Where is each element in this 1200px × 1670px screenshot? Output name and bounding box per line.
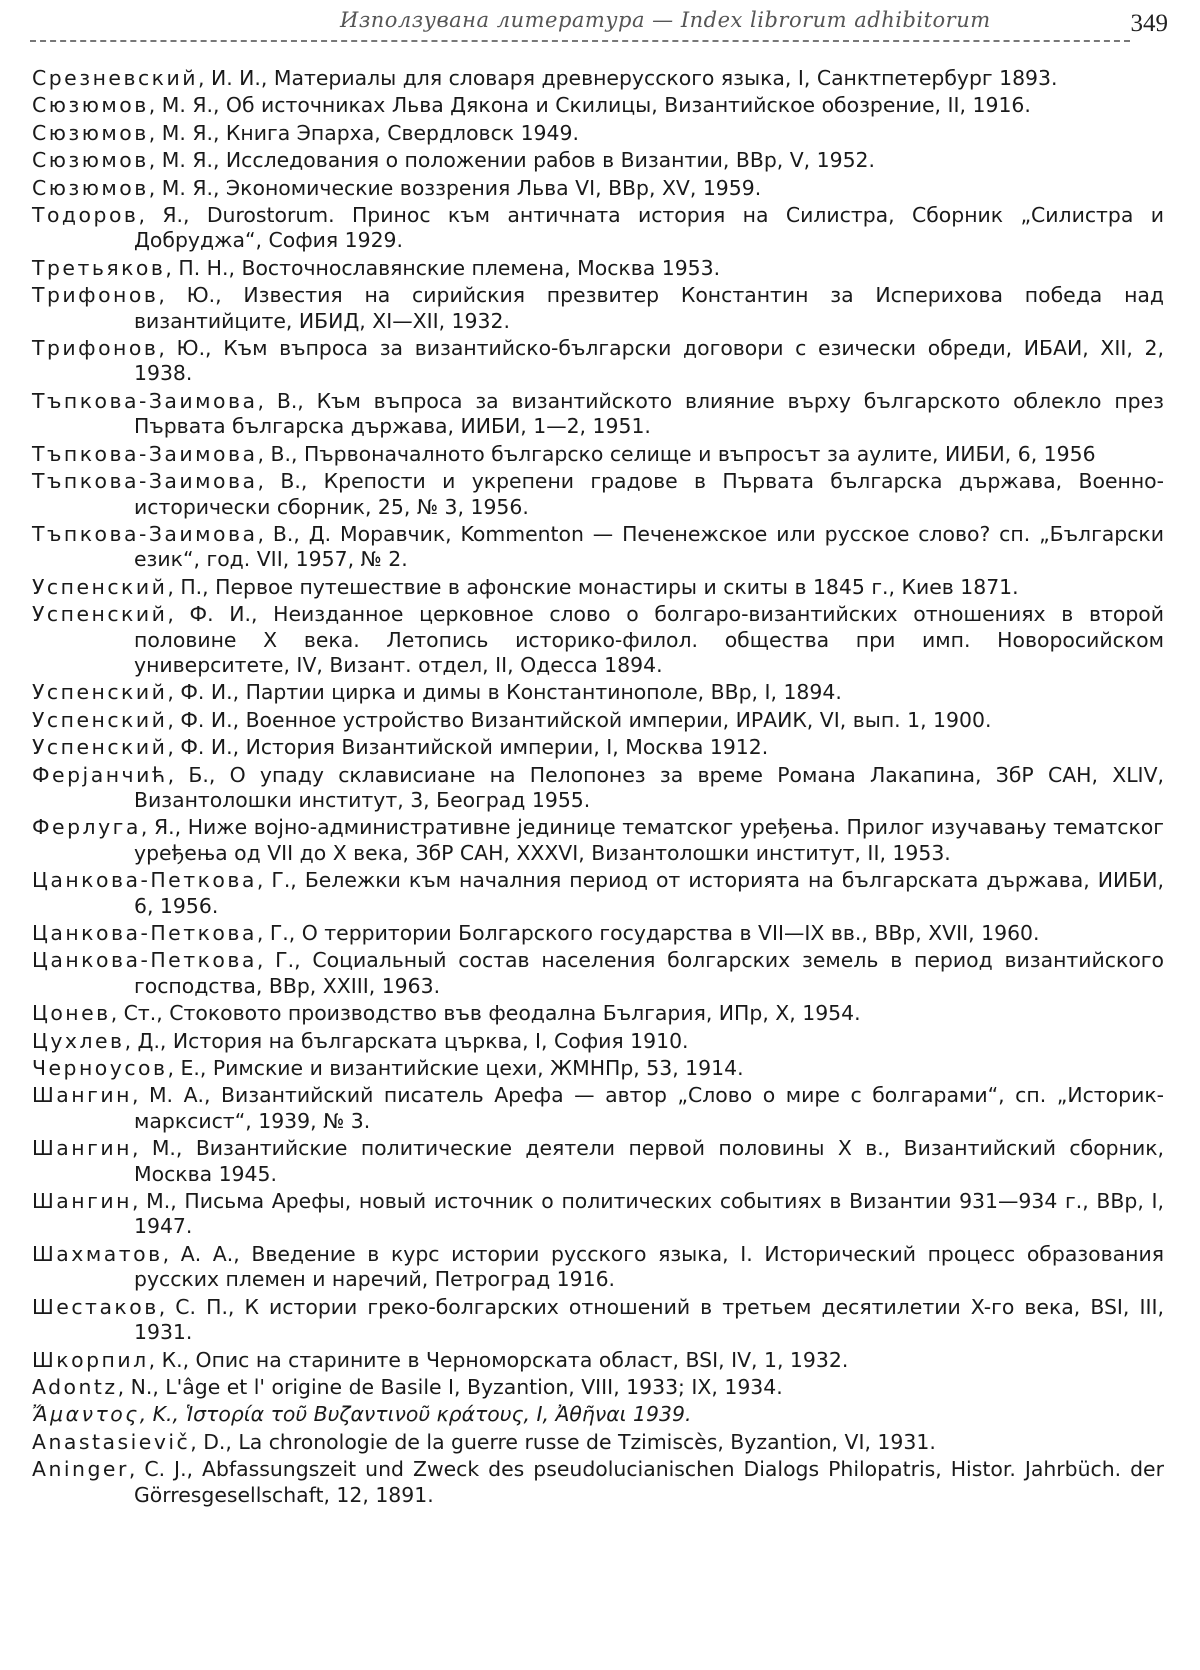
entry-author: Срезневский — [32, 66, 198, 90]
bibliography-entry — [32, 1295, 1164, 1346]
entry-author: Adontz — [32, 1374, 118, 1399]
entry-author: Шангин — [32, 1083, 132, 1108]
entry-author: Черноусов — [32, 1056, 168, 1081]
bibliography-entry — [32, 1242, 1164, 1293]
running-header — [0, 0, 1200, 60]
entry-citation: , М. А., Византийский писатель Арефа — автор „Слово о мире с болгарами“, сп. „Историк-марксист“, 1939, № 3. — [131, 1083, 1164, 1133]
bibliography-entry — [32, 336, 1164, 387]
entry-author: Шангин — [32, 1189, 132, 1214]
entry-citation: , Ф. И., Партии цирка и димы в Константинополе, ВВр, I, 1894. — [167, 680, 842, 705]
entry-author: Сюзюмов — [32, 120, 149, 145]
entry-citation: , В., Първоначалното българско селище и въпросът за аулите, ИИБИ, 6, 1956 — [257, 441, 1096, 466]
entry-author: Трифонов — [32, 336, 159, 361]
bibliography-entry — [32, 1029, 1164, 1054]
bibliography-entry — [32, 1457, 1164, 1508]
entry-author: Сюзюмов — [32, 93, 149, 118]
entry-citation: , М. Я., Экономические воззрения Льва VI, ВВр, XV, 1959. — [148, 175, 762, 200]
entry-citation: , В., Д. Моравчик, Kommenton — Печенежское или русское слово? сп. „Български език“, год. VII, 1957, № 2. — [134, 521, 1164, 572]
bibliography-entry — [32, 602, 1164, 678]
entry-citation: , Ф. И., История Византийской империи, I, Москва 1912. — [167, 735, 769, 760]
entry-author: Тъпкова-Заимова — [32, 388, 258, 413]
bibliography-entry — [32, 176, 1164, 201]
bibliography-entry — [32, 868, 1164, 919]
entry-citation: , C. J., Abfassungszeit und Zweck des pseudolucianischen Dialogs Philopatris, Histor. Jahrbüch. der Görresgesellschaft, 12, 1891. — [128, 1457, 1164, 1507]
entry-author: Цонев — [32, 1001, 111, 1026]
bibliography-entry — [32, 708, 1164, 733]
bibliography-entry — [32, 1430, 1164, 1455]
entry-author: Цанкова-Петкова — [32, 948, 257, 973]
bibliography-entry — [32, 815, 1164, 866]
entry-author: Успенский — [32, 680, 168, 705]
entry-citation: , Я., Ниже војно-административне јединице тематског уређења. Прилог изучавању тематског уређења од VII до X века, ЗбР САН, XXXVI, Византолошки институт, II, 1953. — [134, 815, 1164, 865]
entry-citation: , Ф. И., Неизданное церковное слово о болгаро-византийских отношениях в второй половине X века. Летопись историко-филол. общества при имп. Новоросийском университете, IV, Визант. отдел, II, Одесса 1894. — [134, 602, 1164, 677]
entry-citation: , М. Я., Исследования о положении рабов в Византии, ВВр, V, 1952. — [148, 148, 876, 173]
entry-author: Успенский — [32, 602, 168, 627]
bibliography-entry — [32, 1136, 1164, 1187]
entry-citation: , Г., Бележки към началния период от историята на българската държава, ИИБИ, 6, 1956. — [134, 868, 1164, 918]
entry-author: Успенский — [32, 735, 168, 760]
bibliography-entry — [32, 121, 1164, 146]
entry-author: Цухлев — [32, 1028, 125, 1053]
entry-citation: , Е., Римские и византийские цехи, ЖМНПр, 53, 1914. — [167, 1056, 744, 1081]
bibliography-entry — [32, 948, 1164, 999]
bibliography-entry — [32, 1402, 1164, 1427]
entry-author: Третьяков — [32, 255, 166, 280]
bibliography-entry — [32, 469, 1164, 520]
bibliography-entry — [32, 1056, 1164, 1081]
entry-citation: , К., Опис на старините в Черноморската област, BSI, IV, 1, 1932. — [148, 1347, 849, 1372]
bibliography-entry — [32, 442, 1164, 467]
bibliography-entry — [32, 1348, 1164, 1373]
entry-citation: , Б., О упаду склависиане на Пелопонез за време Романа Лакапина, ЗбР САН, XLIV, Византолошки институт, 3, Београд 1955. — [134, 762, 1164, 812]
header-rule — [30, 40, 1130, 42]
bibliography-entry — [32, 283, 1164, 334]
entry-citation: , М. Я., Книга Эпарха, Свердловск 1949. — [148, 120, 579, 145]
bibliography-entry — [32, 93, 1164, 118]
entry-author: Тъпкова-Заимова — [32, 441, 258, 466]
entry-citation: , В., Към въпроса за византийското влияние върху българското облекло през Първата българска държава, ИИБИ, 1—2, 1951. — [134, 388, 1164, 439]
entry-citation: , М. Я., Об источниках Льва Дякона и Скилицы, Византийское обозрение, II, 1916. — [148, 93, 1031, 118]
entry-author: Тодоров — [32, 203, 139, 228]
entry-citation: , С. П., К истории греко-болгарских отношений в третьем десятилетии X-го века, BSI, III, 1931. — [134, 1294, 1164, 1345]
bibliography-entry — [32, 203, 1164, 254]
entry-author: Цанкова-Петкова — [32, 868, 257, 893]
entry-author: Сюзюмов — [32, 175, 149, 200]
bibliography-entry — [32, 389, 1164, 440]
entry-author: Трифонов — [32, 283, 159, 308]
entry-citation: , П., Первое путешествие в афонские монастиры и скиты в 1845 г., Киев 1871. — [167, 574, 1019, 599]
bibliography-entry — [32, 148, 1164, 173]
entry-author: Шахматов — [32, 1241, 163, 1266]
entry-citation: , Г., О территории Болгарского государства в VII—IX вв., ВВр, XVII, 1960. — [256, 921, 1040, 945]
page-number: 349 — [1130, 10, 1168, 37]
entry-citation: , Д., История на българската църква, I, София 1910. — [124, 1028, 689, 1053]
bibliography-entry — [32, 522, 1164, 573]
entry-author: Тъпкова-Заимова — [32, 521, 258, 546]
entry-author: Шестаков — [32, 1294, 159, 1319]
entry-author: Ферјанчић — [32, 762, 168, 787]
bibliography-entry — [32, 1189, 1164, 1240]
entry-author: Тъпкова-Заимова — [32, 469, 258, 494]
bibliography-entry — [32, 1083, 1164, 1134]
entry-citation: , Ю., Към въпроса за византийско-български договори с езически обреди, ИБАИ, XII, 2, 1938. — [134, 336, 1164, 386]
entry-citation: , Г., Социальный состав населения болгарских земель в период византийского господства, ВВр, XXIII, 1963. — [134, 948, 1164, 998]
entry-citation: , Κ., Ἱστορία τοῦ Βυζαντινοῦ κράτους, I, Ἀθῆναι 1939. — [139, 1402, 692, 1427]
entry-author: Сюзюмов — [32, 148, 149, 173]
running-header-title: Използувана литература — Index librorum adhibitorum — [340, 8, 991, 32]
entry-citation: , А. А., Введение в курс истории русского языка, I. Исторический процесс образования русских племен и наречий, Петроград 1916. — [134, 1241, 1164, 1292]
bibliography-entry — [32, 735, 1164, 760]
entry-citation: , П. Н., Восточнославянские племена, Москва 1953. — [165, 255, 721, 280]
entry-author: Ἄμαντος — [32, 1402, 140, 1427]
entry-author: Anastasievič — [32, 1429, 191, 1454]
entry-citation: , И. И., Материалы для словаря древнерусского языка, I, Санктпетербург 1893. — [198, 66, 1058, 90]
entry-citation: , Ф. И., Военное устройство Византийской империи, ИРАИК, VI, вып. 1, 1900. — [167, 707, 992, 732]
entry-author: Шангин — [32, 1136, 132, 1161]
entry-author: Aninger — [32, 1457, 129, 1482]
bibliography-entry — [32, 1001, 1164, 1026]
entry-citation: , М., Византийские политические деятели первой половины X в., Византийский сборник, Москва 1945. — [131, 1136, 1164, 1186]
entry-citation: , М., Письма Арефы, новый источник о политических событиях в Византии 931—934 г., ВВр, I, 1947. — [131, 1189, 1164, 1239]
entry-author: Цанкова-Петкова — [32, 921, 257, 945]
bibliography-entry — [32, 256, 1164, 281]
entry-citation: , Я., Durostorum. Принос към античната история на Силистра, Сборник „Силистра и Добруджа“, София 1929. — [134, 203, 1164, 253]
bibliography-entry — [32, 921, 1164, 946]
entry-citation: , N., L'âge et l' origine de Basile I, Byzantion, VIII, 1933; IX, 1934. — [117, 1374, 783, 1399]
bibliography-entry — [32, 680, 1164, 705]
entry-citation: , Ст., Стоковото производство във феодална България, ИПр, X, 1954. — [110, 1001, 861, 1026]
bibliography-entry — [32, 66, 1164, 91]
entry-citation: , D., La chronologie de la guerre russe de Tzimiscès, Byzantion, VI, 1931. — [190, 1429, 936, 1454]
entry-author: Шкорпил — [32, 1347, 149, 1372]
bibliography-entry — [32, 575, 1164, 600]
bibliography-list — [32, 66, 1164, 1510]
entry-author: Ферлуга — [32, 815, 141, 840]
entry-author: Успенский — [32, 574, 168, 599]
bibliography-entry — [32, 1375, 1164, 1400]
entry-author: Успенский — [32, 707, 168, 732]
bibliography-entry — [32, 763, 1164, 814]
entry-citation: , Ю., Известия на сирийския презвитер Константин за Исперихова победа над византийците, ИБИД, XI—XII, 1932. — [134, 283, 1164, 333]
entry-citation: , В., Крепости и укрепени градове в Първата българска държава, Военно-исторически сборник, 25, № 3, 1956. — [134, 469, 1164, 519]
